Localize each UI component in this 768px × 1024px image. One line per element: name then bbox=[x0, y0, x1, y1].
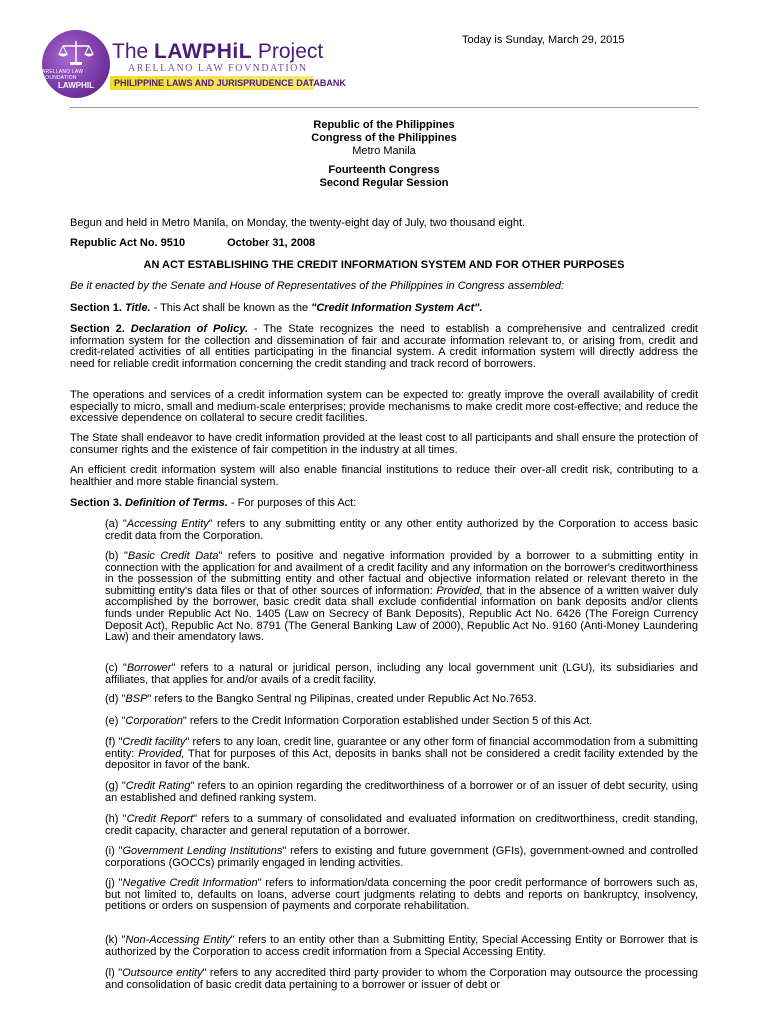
congress-heading bbox=[70, 164, 698, 190]
term-bsp: BSP bbox=[125, 693, 148, 705]
section-1 bbox=[70, 303, 698, 315]
act-title bbox=[70, 260, 698, 272]
section-3-text: - For purposes of this Act: bbox=[227, 497, 357, 509]
term-credit-rating: Credit Rating bbox=[125, 780, 191, 792]
term-non-accessing-entity: Non-Accessing Entity bbox=[125, 934, 231, 946]
proviso-f: Provided, bbox=[138, 747, 185, 760]
enacting-clause-text: Be it enacted by the Senate and House of Representatives of the Philippines in Congress assembled: bbox=[70, 280, 565, 292]
site-header bbox=[0, 0, 768, 100]
term-outsource-entity: Outsource entity bbox=[122, 967, 203, 979]
definition-h: (h) "Credit Report" refers to a summary of consolidated and evaluated information on creditworthiness, credit standing, credit capacity, character and general reputation of a borrower. bbox=[105, 813, 699, 837]
term-corporation: Corporation bbox=[125, 715, 183, 727]
definition-l: (l) "Outsource entity" refers to any accredited third party provider to whom the Corporation may outsource the processing and consolidation of basic credit data pertaining to a borrower or issuer of debt or bbox=[105, 967, 699, 991]
proviso-b: Provided, bbox=[436, 584, 483, 597]
logo-org-text: ARELLANO LAW FOUNDATION bbox=[42, 69, 84, 81]
section-2-para-2: The operations and services of a credit information system can be expected to: greatly improve the overall availability of credit especially to micro, small and medium-scale enterprises; provide mechanisms to make credit more cost-effective; and reduce the excessive dependence on collateral to secure credit facilities. bbox=[70, 389, 698, 425]
heading-line-3: Metro Manila bbox=[352, 145, 416, 157]
section-3-heading: Definition of Terms. bbox=[125, 497, 228, 509]
definition-g: (g) "Credit Rating" refers to an opinion regarding the creditworthiness of a borrower or of an issuer of debt security, using an established and defined ranking system. bbox=[105, 780, 698, 804]
section-3-label: Section 3. bbox=[70, 497, 126, 509]
definition-k: (k) "Non-Accessing Entity" refers to an entity other than a Submitting Entity, Special Accessing Entity or Borrower that is authorized by the Corporation to access credit information from a Special Accessing Entity. bbox=[105, 934, 698, 958]
logo-name-text: LAWPHIL bbox=[58, 81, 94, 90]
section-2 bbox=[70, 324, 698, 370]
today-date: Today is Sunday, March 29, 2015 bbox=[462, 34, 625, 46]
term-credit-facility: Credit facility bbox=[122, 736, 186, 748]
section-2-para-1 bbox=[70, 324, 698, 370]
section-3 bbox=[70, 498, 698, 510]
act-number-line bbox=[70, 238, 698, 250]
republic-heading bbox=[70, 119, 698, 158]
term-government-lending-institutions: Government Lending Institutions bbox=[122, 845, 283, 857]
brand-subtitle: ARELLANO LAW FOVNDATION bbox=[128, 63, 308, 74]
definition-d: (d) "BSP" refers to the Bangko Sentral ng Pilipinas, created under Republic Act No.7653. bbox=[105, 693, 537, 705]
term-credit-report: Credit Report bbox=[126, 813, 194, 825]
section-1-heading: Title. bbox=[125, 302, 151, 314]
section-2-para-3: The State shall endeavor to have credit information provided at the least cost to all participants and shall ensure the protection of consumer rights and the existence of fair competition in the industry at all times. bbox=[70, 432, 698, 456]
section-1-label: Section 1. bbox=[70, 302, 126, 314]
section-2-heading: Declaration of Policy. bbox=[130, 323, 248, 335]
term-accessing-entity: Accessing Entity bbox=[126, 518, 209, 530]
act-title-text: AN ACT ESTABLISHING THE CREDIT INFORMATION SYSTEM AND FOR OTHER PURPOSES bbox=[143, 259, 625, 271]
definition-j: (j) "Negative Credit Information" refers to information/data concerning the poor credit performance of borrowers such as, but not limited to, defaults on loans, adverse court judgments relating to debts and reports on bankruptcy, insolvency, petitions or orders on suspension of payments and corporate rehabilitation. bbox=[105, 877, 698, 913]
section-1-text: - This Act shall be known as the bbox=[150, 302, 312, 314]
term-borrower: Borrower bbox=[126, 662, 172, 674]
section-2-label: Section 2. bbox=[70, 323, 131, 335]
lawphil-logo[interactable] bbox=[42, 30, 110, 98]
term-basic-credit-data: Basic Credit Data bbox=[127, 550, 219, 562]
term-negative-credit-information: Negative Credit Information bbox=[122, 877, 258, 889]
definition-b: (b) "Basic Credit Data" refers to positive and negative information provided by a borrower to a submitting entity in connection with the application for and availment of a credit facility and any information on the borrower's creditworthiness in the possession of the submitting entity and other factual and objective information related or relevant thereto in the submitting entity's data files or that of other sources of information: Provided, that in the absence of a written waiver duly accomplished by the borrower, basic credit data shall exclude confidential information on bank deposits and/or clients funds under Republic Act No. 1405 (Law on Secrecy of Bank Deposits), Republic Act No. 6426 (The Foreign Currency Deposit Act), Republic Act No. 8791 (The General Banking Law of 2000), Republic Act No. 9160 (Anti-Money Laundering Law) and their amendatory laws. bbox=[105, 550, 698, 644]
definition-i: (i) "Government Lending Institutions" refers to existing and future government (GFIs), government-owned and controlled corporations (GOCCs) primarily engaged in lending activities. bbox=[105, 845, 699, 869]
brand-title-suffix: Project bbox=[252, 40, 324, 63]
brand-title-main: LAWPHiL bbox=[154, 40, 253, 63]
enacting-clause bbox=[70, 281, 698, 293]
act-number: Republic Act No. 9510 bbox=[70, 237, 186, 249]
definition-e: (e) "Corporation" refers to the Credit Information Corporation established under Section 5 of this Act. bbox=[105, 715, 593, 727]
heading-line-1: Republic of the Philippines bbox=[313, 119, 455, 131]
heading-line-4: Fourteenth Congress bbox=[328, 164, 440, 176]
definition-f: (f) "Credit facility" refers to any loan, credit line, guarantee or any other form of financial accommodation from a submitting entity: Provided, That for purposes of this Act, deposits in banks shall not be considered a credit facility extended by the depositor in favor of the bank. bbox=[105, 736, 699, 772]
heading-line-5: Second Regular Session bbox=[319, 177, 449, 189]
brand-title[interactable] bbox=[112, 40, 323, 64]
header-divider bbox=[70, 107, 698, 108]
definition-c: (c) "Borrower" refers to a natural or juridical person, including any local government unit (LGU), its subsidiaries and affiliates, that applies for and/or avails of a credit facility. bbox=[105, 662, 698, 686]
brand-banner: PHILIPPINE LAWS AND JURISPRUDENCE DATABANK bbox=[110, 76, 314, 90]
act-date: October 31, 2008 bbox=[227, 237, 316, 249]
intro-paragraph: Begun and held in Metro Manila, on Monday, the twenty-eight day of July, two thousand eight. bbox=[70, 217, 526, 229]
section-2-para-4: An efficient credit information system will also enable financial institutions to reduce their over-all credit risk, contributing to a healthier and more stable financial system. bbox=[70, 464, 698, 488]
scales-of-justice-icon bbox=[56, 38, 96, 68]
brand-title-prefix: The bbox=[112, 40, 155, 63]
section-2-text: - The State recognizes the need to establish a comprehensive and centralized credit information system for the collection and dissemination of fair and accurate information relevant to, or arising from, credit and credit-related activities of all entities participating in the financial system. A credit information system will directly address the need for reliable credit information concerning the credit standing and track record of borrowers. bbox=[70, 323, 698, 370]
section-1-act-name: "Credit Information System Act". bbox=[311, 302, 483, 314]
heading-line-2: Congress of the Philippines bbox=[311, 132, 457, 144]
definition-a: (a) "Accessing Entity" refers to any submitting entity or any other entity authorized by the Corporation to access basic credit data from the Corporation. bbox=[105, 518, 698, 542]
